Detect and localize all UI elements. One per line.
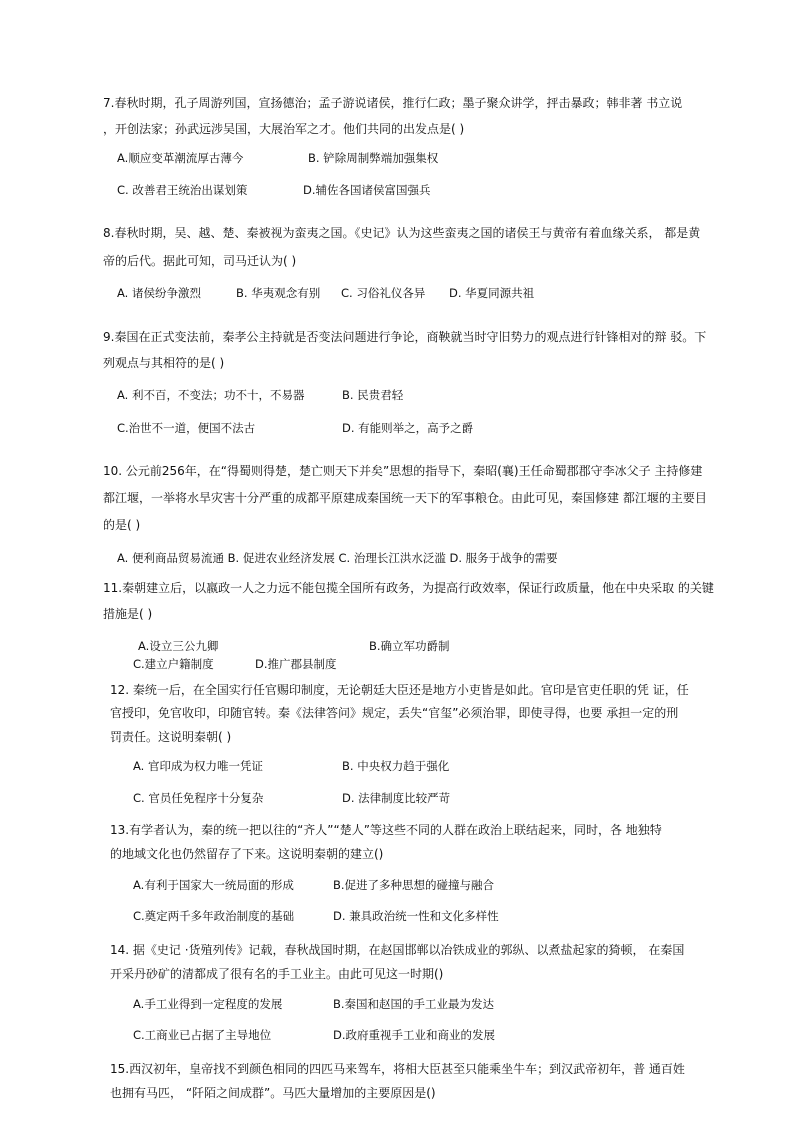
question-14-option-a: A.手工业得到一定程度的发展 — [133, 997, 283, 1011]
question-11-option-b: B.确立军功爵制 — [369, 639, 450, 653]
question-9-line-2: 列观点与其相符的是( ) — [103, 356, 225, 370]
question-9-option-c: C.治世不一道，便国不法古 — [117, 421, 256, 435]
question-12-line-3: 罚责任。这说明秦朝( ) — [110, 730, 232, 744]
question-7-option-b: B. 铲除周制弊端加强集权 — [308, 151, 439, 165]
question-10-line-1: 10. 公元前256年，在“得蜀则得楚，楚亡则天下并矣”思想的指导下，秦昭(襄)王任命蜀郡郡守李冰父子 主持修建 — [103, 464, 703, 478]
question-13-option-b: B.促进了多种思想的碰撞与融合 — [333, 878, 495, 892]
question-15-line-2: 也拥有马匹， “阡陌之间成群”。马匹大量增加的主要原因是() — [110, 1086, 436, 1100]
question-14-option-b: B.秦国和赵国的手工业最为发达 — [333, 997, 495, 1011]
question-13-line-2: 的地域文化也仍然留存了下来。这说明秦朝的建立() — [110, 847, 384, 861]
question-7-option-a: A.顺应变革潮流厚古薄今 — [117, 151, 244, 165]
question-8-option-b: B. 华夷观念有别 — [236, 286, 321, 300]
question-7-option-c: C. 改善君王统治出谋划策 — [117, 183, 248, 197]
question-11-option-a: A.设立三公九卿 — [138, 639, 219, 653]
question-9-option-d: D. 有能则举之，高予之爵 — [342, 421, 474, 435]
question-12-option-b: B. 中央权力趋于强化 — [342, 759, 450, 773]
question-7-line-2: ，开创法家；孙武远涉吴国，大展治军之才。他们共同的出发点是( ) — [103, 122, 465, 136]
question-8-line-2: 帝的后代。据此可知，司马迁认为( ) — [103, 254, 297, 268]
question-11-line-2: 措施是( ) — [103, 607, 153, 621]
question-7-option-d: D.辅佐各国诸侯富国强兵 — [303, 183, 431, 197]
question-8-option-a: A. 诸侯纷争激烈 — [117, 286, 201, 300]
question-13-option-c: C.奠定两千多年政治制度的基础 — [133, 909, 295, 923]
question-14-line-1: 14. 据《史记 ·货殖列传》记载，春秋战国时期，在赵国邯郸以冶铁成业的郭纵、以煮盐起家的猗顿， 在秦国 — [110, 943, 685, 957]
question-8-option-c: C. 习俗礼仪各异 — [341, 286, 426, 300]
question-12-line-2: 官授印，免官收印，印随官转。秦《法律答问》规定，丢失“官玺”必须治罪，即使寻得，也要 承担一定的刑 — [110, 706, 679, 720]
question-11-line-1: 11.秦朝建立后，以嬴政一人之力远不能包揽全国所有政务，为提高行政效率，保证行政质量，他在中央采取 的关键 — [103, 581, 714, 595]
question-10-line-3: 的是( ) — [103, 518, 141, 532]
question-14-line-2: 开采丹砂矿的清都成了很有名的手工业主。由此可见这一时期() — [110, 967, 444, 981]
question-9-option-b: B. 民贵君轻 — [342, 388, 404, 402]
question-15-line-1: 15.西汉初年，皇帝找不到颜色相同的四匹马来驾车，将相大臣甚至只能乘坐牛车；到汉武帝初年，普 通百姓 — [110, 1062, 685, 1076]
question-10-line-2: 都江堰，一举将水旱灾害十分严重的成都平原建成秦国统一天下的军事粮仓。由此可见，秦国修建 都江堰的主要目 — [103, 491, 707, 505]
question-8-line-1: 8.春秋时期，吴、越、楚、秦被视为蛮夷之国。《史记》认为这些蛮夷之国的诸侯王与黄帝有着血缘关系， 都是黄 — [103, 226, 701, 240]
question-9-option-a: A. 利不百，不变法；功不十，不易器 — [117, 388, 305, 402]
question-11-option-c: C.建立户籍制度 — [133, 657, 214, 671]
question-10-options: A. 便利商品贸易流通 B. 促进农业经济发展 C. 治理长江洪水泛滥 D. 服务于战争的需要 — [117, 551, 558, 565]
question-7-line-1: 7.春秋时期，孔子周游列国，宣扬德治；孟子游说诸侯，推行仁政；墨子聚众讲学，抨击暴政；韩非著 书立说 — [103, 96, 683, 110]
question-13-line-1: 13.有学者认为，秦的统一把以往的“齐人”“楚人”等这些不同的人群在政治上联结起来，同时，各 地独特 — [110, 823, 662, 837]
question-14-option-c: C.工商业已占据了主导地位 — [133, 1028, 272, 1042]
question-14-option-d: D.政府重视手工业和商业的发展 — [333, 1028, 496, 1042]
question-12-option-c: C. 官员任免程序十分复杂 — [133, 791, 264, 805]
question-12-option-a: A. 官印成为权力唯一凭证 — [133, 759, 263, 773]
question-13-option-a: A.有利于国家大一统局面的形成 — [133, 878, 294, 892]
question-9-line-1: 9.秦国在正式变法前，秦孝公主持就是否变法问题进行争论，商鞅就当时守旧势力的观点进行针锋相对的辩 驳。下 — [103, 330, 707, 344]
question-11-option-d: D.推广郡县制度 — [255, 657, 337, 671]
question-12-option-d: D. 法律制度比较严苛 — [342, 791, 451, 805]
question-12-line-1: 12. 秦统一后，在全国实行任官赐印制度，无论朝廷大臣还是地方小吏皆是如此。官印是官吏任职的凭 证，任 — [110, 683, 689, 697]
question-8-option-d: D. 华夏同源共祖 — [449, 286, 535, 300]
question-13-option-d: D. 兼具政治统一性和文化多样性 — [333, 909, 499, 923]
